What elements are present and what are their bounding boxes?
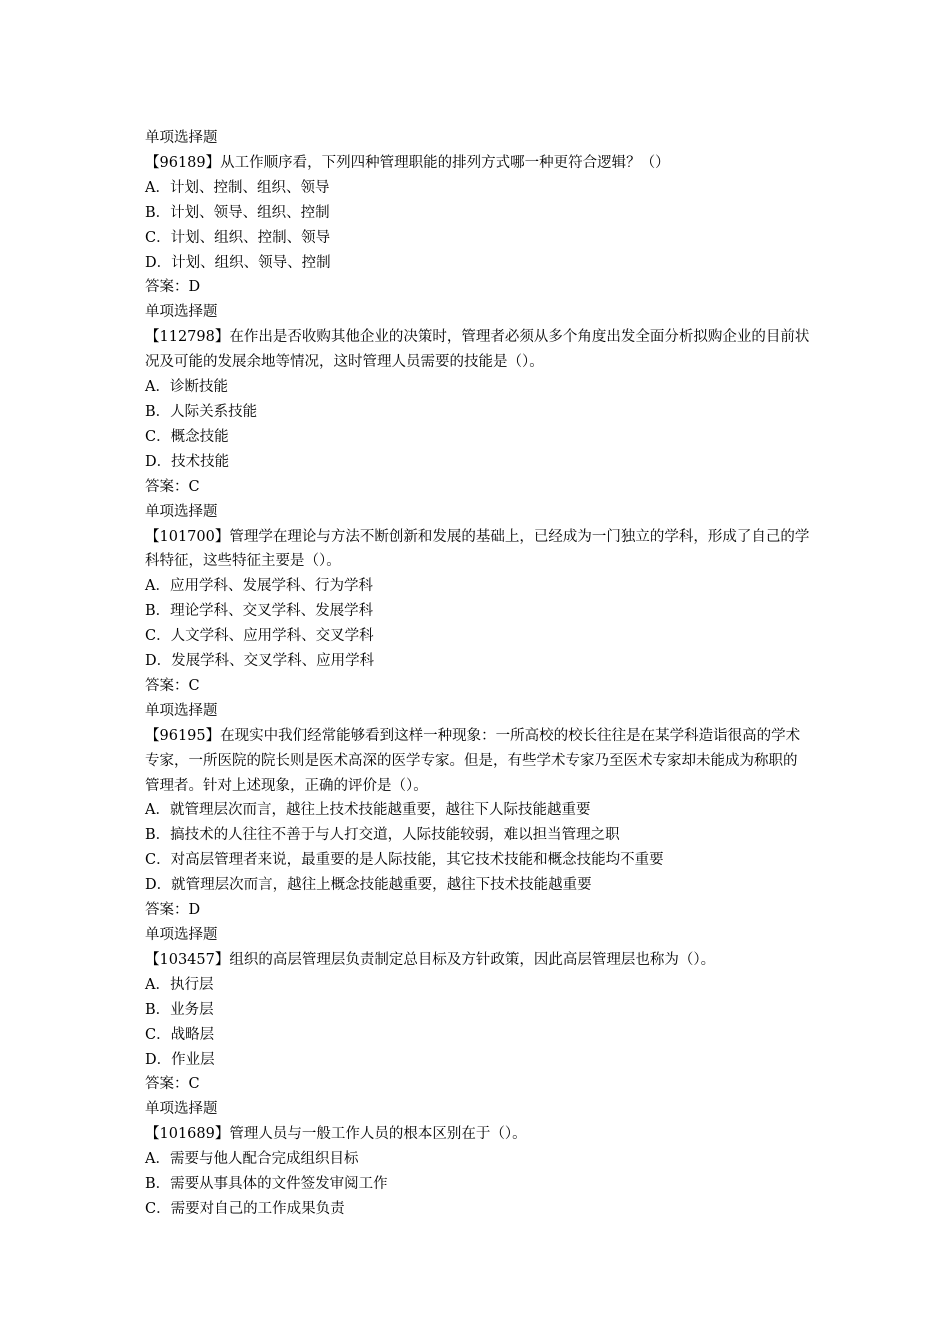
option-c: C．计划、组织、控制、领导 [145,229,331,246]
option-c: C．人文学科、应用学科、交叉学科 [145,628,374,645]
question-type: 单项选择题 [145,503,218,520]
option-a: A．应用学科、发展学科、行为学科 [145,578,373,595]
option-c: C．概念技能 [145,428,229,445]
question-stem: 【96195】在现实中我们经常能够看到这样一种现象：一所高校的校长往往是在某学科造诣很高的学术专家，一所医院的院长则是医术高深的医学专家。但是，有些学术专家乃至医术专家却未能成为称职的管理者。针对上述现象，正确的评价是（）。 [145,727,801,794]
question-stem: 【101689】管理人员与一般工作人员的根本区别在于（）。 [145,1126,527,1143]
option-d: D．发展学科、交叉学科、应用学科 [145,653,375,670]
option-d: D．技术技能 [145,453,230,470]
question-stem: 【112798】在作出是否收购其他企业的决策时，管理者必须从多个角度出发全面分析拟购企业的目前状况及可能的发展余地等情况，这时管理人员需要的技能是（）。 [145,329,810,371]
answer: 答案：C [145,677,200,694]
question-block [145,126,810,300]
option-b: B．人际关系技能 [145,403,258,420]
option-c: C．对高层管理者来说，最重要的是人际技能，其它技术技能和概念技能均不重要 [145,852,664,869]
option-b: B．搞技术的人往往不善于与人打交道，人际技能较弱，难以担当管理之职 [145,827,620,844]
option-a: A．执行层 [145,976,214,993]
question-type: 单项选择题 [145,927,218,943]
question-block [145,923,810,1097]
option-b: B．需要从事具体的文件签发审阅工作 [145,1176,388,1193]
option-b: B．业务层 [145,1001,214,1018]
answer: 答案：C [145,1076,200,1093]
question-type: 单项选择题 [145,130,218,146]
question-type: 单项选择题 [145,304,218,321]
document-body [145,126,810,1222]
question-stem: 【101700】管理学在理论与方法不断创新和发展的基础上，已经成为一门独立的学科，形成了自己的学科特征，这些特征主要是（）。 [145,528,810,570]
question-block [145,500,810,699]
question-block [145,300,810,499]
option-a: A．就管理层次而言，越往上技术技能越重要，越往下人际技能越重要 [145,802,591,819]
option-c: C．需要对自己的工作成果负责 [145,1200,345,1217]
option-d: D．计划、组织、领导、控制 [145,254,331,271]
answer: 答案：C [145,478,200,495]
question-block [145,1097,810,1222]
option-a: A．计划、控制、组织、领导 [145,179,330,196]
question-block [145,699,810,923]
option-d: D．就管理层次而言，越往上概念技能越重要，越往下技术技能越重要 [145,877,592,894]
option-d: D．作业层 [145,1051,215,1068]
option-b: B．计划、领导、组织、控制 [145,204,330,221]
question-stem: 【103457】组织的高层管理层负责制定总目标及方针政策，因此高层管理层也称为（）。 [145,951,716,968]
question-type: 单项选择题 [145,1101,218,1118]
answer: 答案：D [145,279,201,296]
question-stem: 【96189】从工作顺序看，下列四种管理职能的排列方式哪一种更符合逻辑？（） [145,154,670,171]
option-c: C．战略层 [145,1026,215,1043]
option-a: A．诊断技能 [145,379,228,396]
answer: 答案：D [145,902,201,919]
question-type: 单项选择题 [145,702,218,719]
option-a: A．需要与他人配合完成组织目标 [145,1151,359,1168]
option-b: B．理论学科、交叉学科、发展学科 [145,603,374,620]
